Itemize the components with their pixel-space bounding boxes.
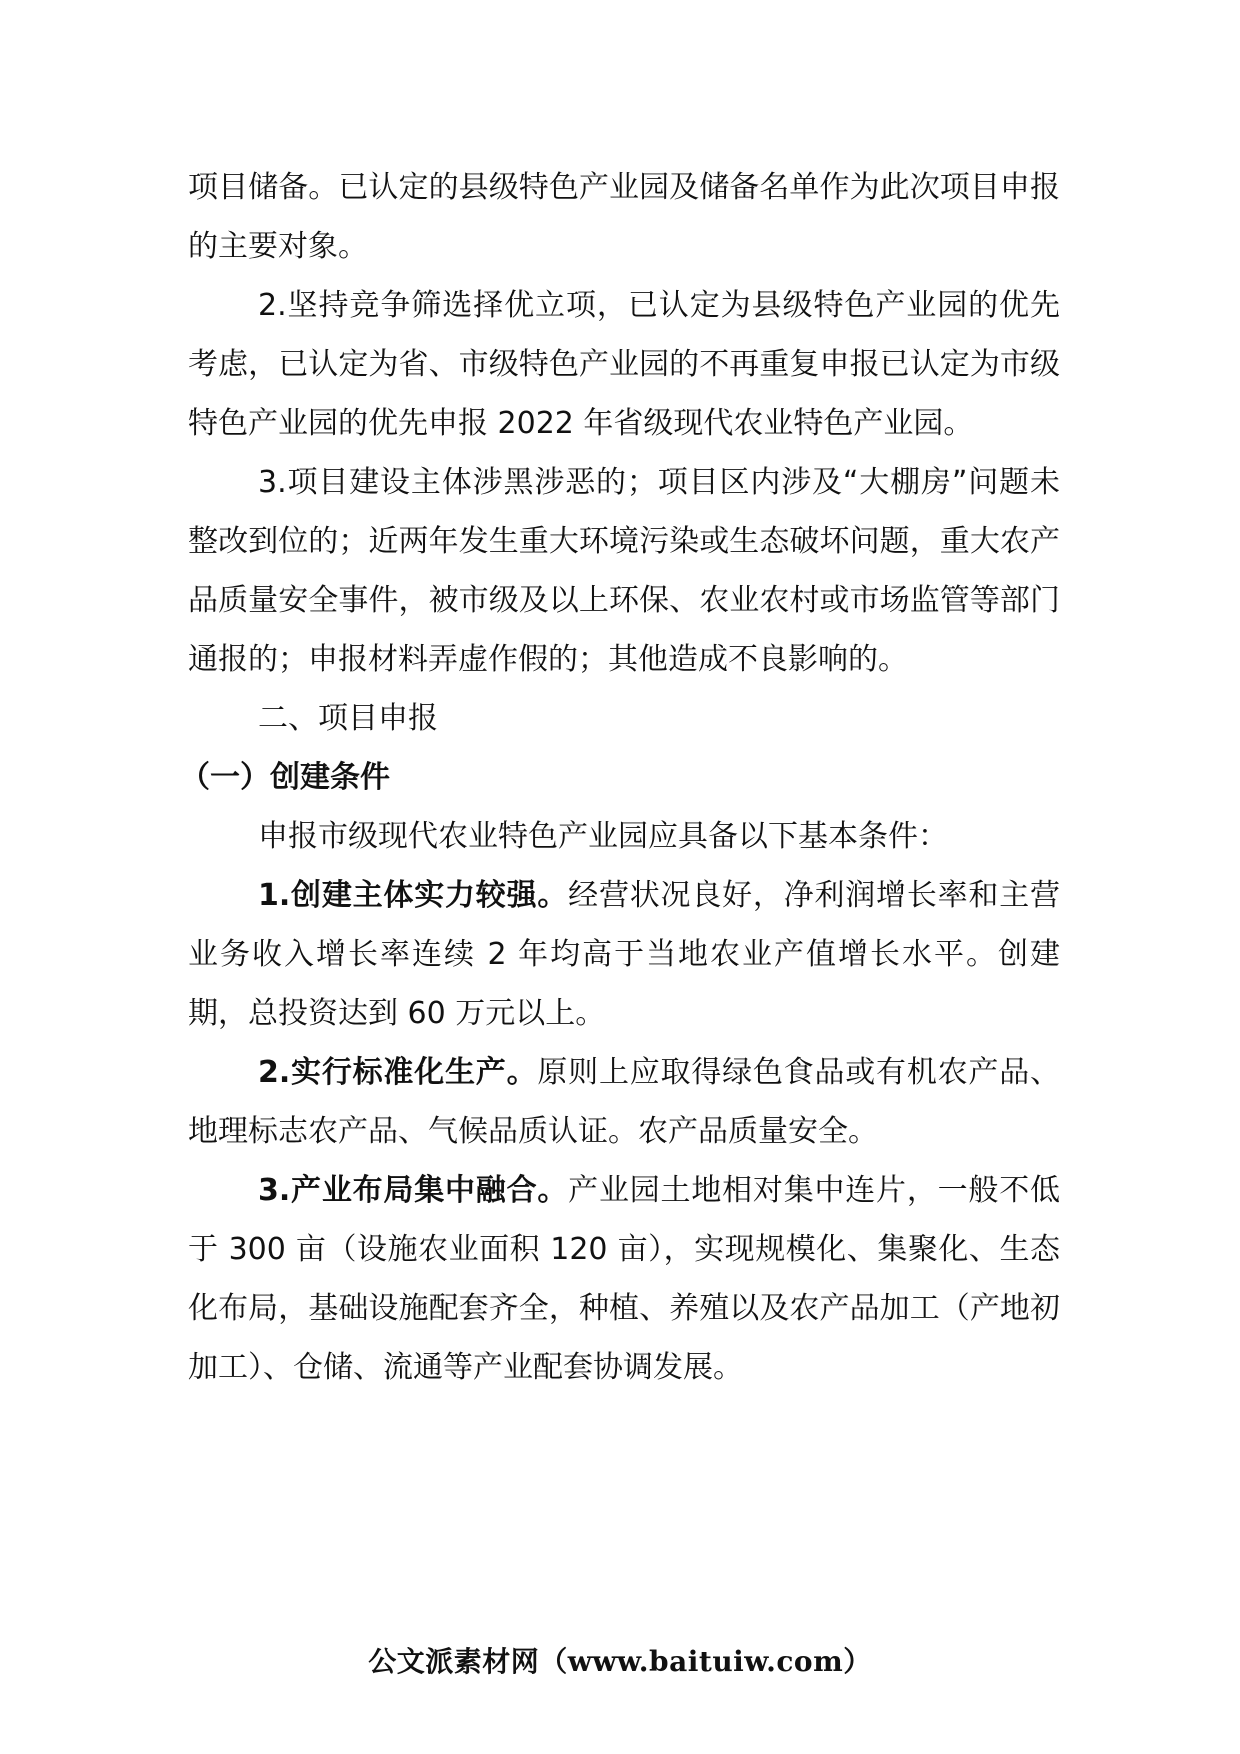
condition-item-3: [188, 1161, 1060, 1397]
condition-text: 经营状况良好，净利润增长率和主营业务收入增长率连续 2 年均高于当地农业产值增长水平。创建期，总投资达到 60 万元以上。: [188, 878, 1061, 1031]
subheading-text: （一）创建条件: [180, 760, 390, 795]
condition-title: 2.实行标准化生产。: [258, 1055, 538, 1090]
condition-text: 产业园土地相对集中连片，一般不低于 300 亩（设施农业面积 120 亩），实现规模化、集聚化、生态化布局，基础设施配套齐全，种植、养殖以及农产品加工（产地初加工）、仓储、流通等产业配套协调发展。: [188, 1173, 1061, 1385]
paragraph-item-2: 2.坚持竞争筛选择优立项，已认定为县级特色产业园的优先考虑，已认定为省、市级特色产业园的不再重复申报已认定为市级特色产业园的优先申报 2022 年省级现代农业特色产业园。: [188, 288, 1060, 441]
condition-title: 1.创建主体实力较强。: [258, 878, 569, 913]
footer-watermark: 公文派素材网（www.baituiw.com）: [368, 1645, 872, 1678]
section-heading: 二、项目申报: [258, 701, 438, 736]
condition-text: 原则上应取得绿色食品或有机农产品、地理标志农产品、气候品质认证。农产品质量安全。: [188, 1055, 1060, 1149]
paragraph-item-3: 3.项目建设主体涉黑涉恶的；项目区内涉及“大棚房”问题未整改到位的；近两年发生重大环境污染或生态破坏问题，重大农产品质量安全事件，被市级及以上环保、农业农村或市场监管等部门通报的；申报材料弄虚作假的；其他造成不良影响的。: [188, 465, 1060, 677]
paragraph-project-reserve: 项目储备。已认定的县级特色产业园及储备名单作为此次项目申报的主要对象。: [188, 170, 1060, 264]
subheading: [180, 748, 1060, 807]
document-body: [180, 158, 1061, 1397]
condition-title: 3.产业布局集中融合。: [258, 1173, 569, 1208]
condition-item-1: [188, 866, 1060, 1043]
intro-paragraph: 申报市级现代农业特色产业园应具备以下基本条件：: [258, 819, 948, 854]
condition-item-2: [188, 1043, 1060, 1161]
